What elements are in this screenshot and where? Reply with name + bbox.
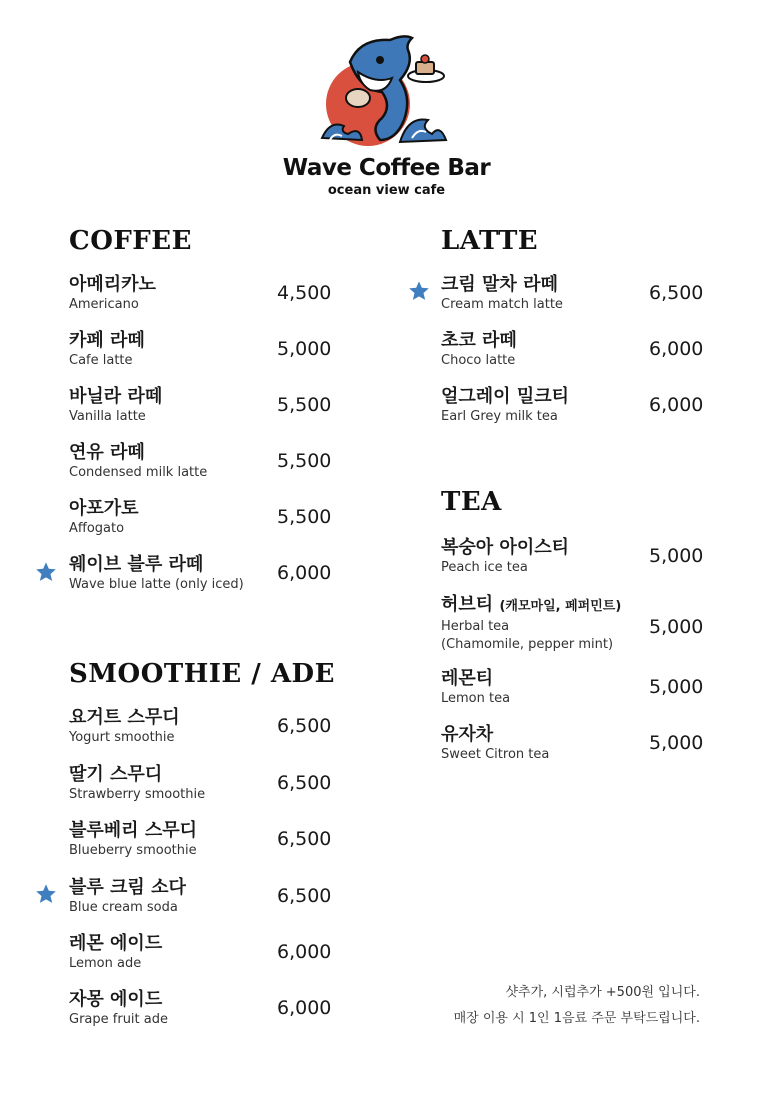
item-name-ko: 얼그레이 밀크티 <box>441 386 569 407</box>
menu-item <box>69 274 332 318</box>
item-name-ko: 카페 라떼 <box>69 330 145 351</box>
item-price: 5,000 <box>649 676 704 698</box>
item-price: 5,000 <box>649 616 704 638</box>
item-name-ko: 아메리카노 <box>69 274 156 295</box>
item-name-ko: 아포가토 <box>69 498 139 519</box>
menu-item <box>69 442 332 486</box>
section-title-coffee: COFFEE <box>69 226 192 256</box>
item-price: 6,500 <box>277 715 332 737</box>
section-title-smoothie-ade: SMOOTHIE / ADE <box>69 659 335 689</box>
item-price: 6,000 <box>649 394 704 416</box>
item-name-en: Grape fruit ade <box>69 1012 168 1027</box>
item-name-ko: 크림 말차 라떼 <box>441 274 558 295</box>
item-name-ko: 블루베리 스무디 <box>69 820 197 841</box>
dolphin-logo <box>300 28 460 154</box>
menu-item <box>69 707 332 751</box>
item-price: 6,500 <box>277 772 332 794</box>
item-name-en: Vanilla latte <box>69 409 146 424</box>
item-name-en: Blueberry smoothie <box>69 843 197 858</box>
note-one-drink-per-person: 매장 이용 시 1인 1음료 주문 부탁드립니다. <box>453 1011 700 1026</box>
menu-item <box>69 330 332 374</box>
item-name-en: Herbal tea <box>441 619 510 634</box>
menu-item <box>69 877 332 921</box>
menu-item <box>69 989 332 1033</box>
item-name-ko <box>441 594 621 618</box>
menu-item <box>69 764 332 808</box>
item-name-en: Lemon tea <box>441 691 511 706</box>
item-price: 6,500 <box>649 282 704 304</box>
item-name-en: Affogato <box>69 521 125 536</box>
item-price: 6,000 <box>649 338 704 360</box>
star-icon <box>35 561 57 583</box>
item-name-ko: 블루 크림 소다 <box>69 877 186 898</box>
item-name-ko: 바닐라 라떼 <box>69 386 163 407</box>
brand-tagline: ocean view cafe <box>327 183 446 198</box>
item-name-en: Yogurt smoothie <box>69 730 175 745</box>
menu-item <box>69 386 332 430</box>
item-name-en: Earl Grey milk tea <box>441 409 558 424</box>
section-title-latte: LATTE <box>441 226 539 256</box>
item-price: 5,000 <box>649 732 704 754</box>
item-name-en: Choco latte <box>441 353 516 368</box>
menu-item <box>69 933 332 977</box>
menu-item <box>441 330 704 374</box>
item-name-en-detail: (Chamomile, pepper mint) <box>441 637 614 652</box>
menu-item <box>441 668 704 712</box>
item-price: 5,000 <box>277 338 332 360</box>
item-name-ko: 자몽 에이드 <box>69 989 163 1010</box>
menu-item <box>69 554 332 598</box>
menu-item <box>441 537 704 581</box>
menu-item <box>69 498 332 542</box>
brand-name: Wave Coffee Bar <box>282 155 491 181</box>
item-name-ko: 복숭아 아이스티 <box>441 537 569 558</box>
note-extra-shot: 샷추가, 시럽추가 +500원 입니다. <box>505 985 700 1000</box>
menu-item <box>441 724 704 768</box>
menu-item <box>69 820 332 864</box>
item-price: 6,000 <box>277 941 332 963</box>
item-price: 5,500 <box>277 450 332 472</box>
item-name-en: Strawberry smoothie <box>69 787 206 802</box>
star-icon <box>408 280 430 302</box>
item-name-ko: 유자차 <box>441 724 494 745</box>
menu-item <box>441 274 704 318</box>
item-name-en: Wave blue latte (only iced) <box>69 577 244 592</box>
section-title-tea: TEA <box>441 487 502 517</box>
item-name-ko: 레몬 에이드 <box>69 933 163 954</box>
item-name-ko: 웨이브 블루 라떼 <box>69 554 204 575</box>
item-name-en: Blue cream soda <box>69 900 178 915</box>
item-price: 6,500 <box>277 885 332 907</box>
item-price: 6,500 <box>277 828 332 850</box>
item-name-ko: 레몬티 <box>441 668 494 689</box>
item-name-en: Condensed milk latte <box>69 465 208 480</box>
item-name-en: Cream match latte <box>441 297 563 312</box>
item-name-ko: 딸기 스무디 <box>69 764 163 785</box>
item-name-ko-main: 허브티 <box>441 594 494 615</box>
menu-item <box>441 386 704 430</box>
item-price: 5,000 <box>649 545 704 567</box>
item-name-en: Americano <box>69 297 139 312</box>
item-price: 6,000 <box>277 562 332 584</box>
item-name-ko-detail: (캐모마일, 페퍼민트) <box>499 599 622 614</box>
item-name-en: Sweet Citron tea <box>441 747 550 762</box>
item-name-ko: 초코 라떼 <box>441 330 517 351</box>
item-price: 5,500 <box>277 394 332 416</box>
item-name-en: Cafe latte <box>69 353 133 368</box>
item-name-en: Peach ice tea <box>441 560 528 575</box>
item-name-ko: 연유 라떼 <box>69 442 145 463</box>
menu-item <box>441 594 704 656</box>
item-name-ko: 요거트 스무디 <box>69 707 180 728</box>
item-price: 5,500 <box>277 506 332 528</box>
star-icon <box>35 883 57 905</box>
item-price: 4,500 <box>277 282 332 304</box>
item-name-en: Lemon ade <box>69 956 142 971</box>
footer-notes <box>454 980 700 1032</box>
item-price: 6,000 <box>277 997 332 1019</box>
